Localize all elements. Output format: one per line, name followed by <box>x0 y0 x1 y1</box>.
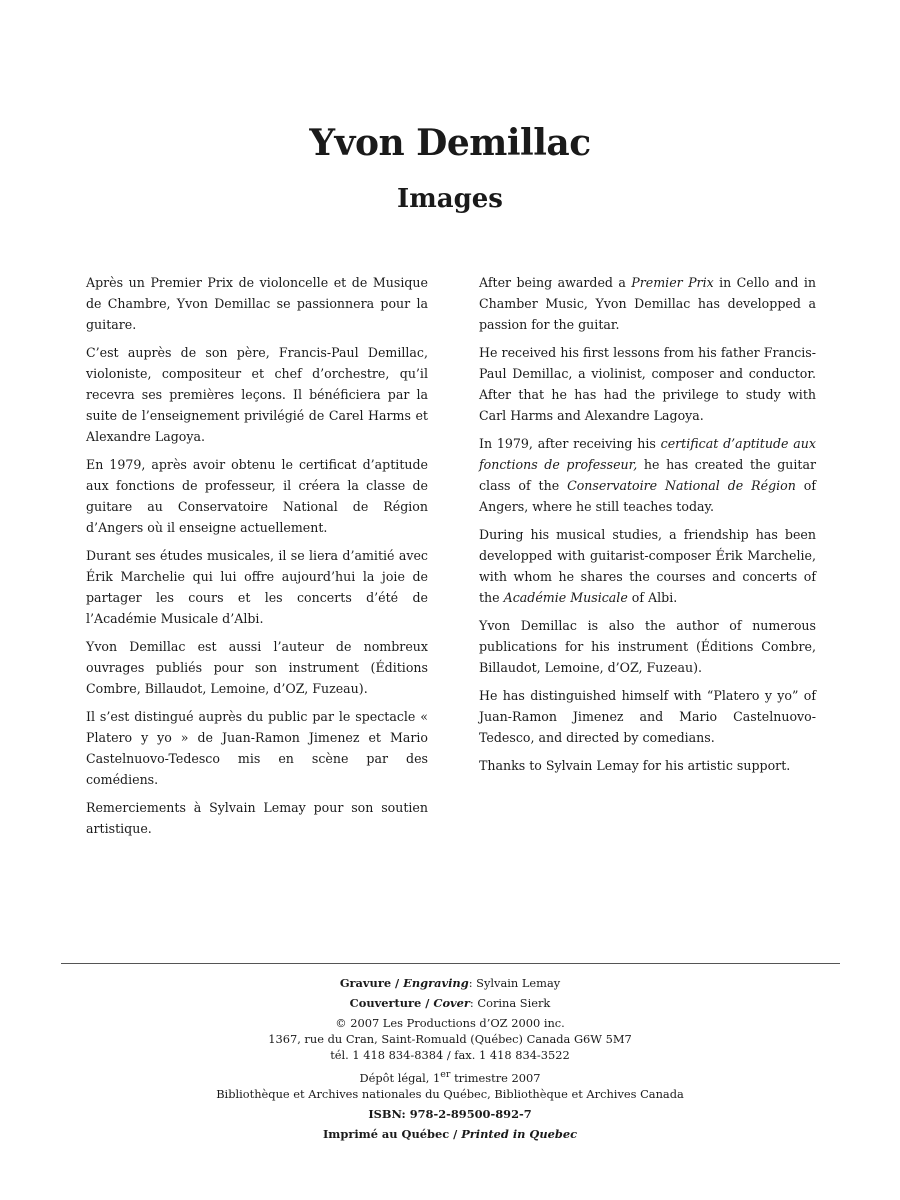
english-paragraph: In 1979, after receiving his certificat d’aptitude aux fonctions de professeur, he has created the guitar class of the Conservatoire National de Région of Angers, where he still teaches today. <box>479 436 816 514</box>
page-title: Yvon Demillac <box>309 122 591 164</box>
isbn-line: ISBN: 978-2-89500-892-7 <box>368 1106 532 1121</box>
english-paragraph: He received his first lessons from his father Francis-Paul Demillac, a violinist, composer and conductor. After that he has had the privilege to study with Carl Harms and Alexandre Lagoya. <box>479 345 816 423</box>
french-paragraph: C’est auprès de son père, Francis-Paul Demillac, violoniste, compositeur et chef d’orchestre, qu’il recevra ses premières leçons. Il bénéficiera par la suite de l’enseignement privilégié de Carel Harms et Alexandre Lagoya. <box>86 345 428 444</box>
footer-divider <box>61 963 840 964</box>
english-paragraph: After being awarded a Premier Prix in Cello and in Chamber Music, Yvon Demillac has developped a passion for the guitar. <box>479 275 816 332</box>
legal-deposit-block <box>0 1067 900 1102</box>
printed-line: Imprimé au Québec / Printed in Quebec <box>322 1126 578 1141</box>
colophon <box>0 975 900 1146</box>
french-paragraph: En 1979, après avoir obtenu le certificat d’aptitude aux fonctions de professeur, il créera la classe de guitare au Conservatoire National de Région d’Angers où il enseigne actuellement. <box>86 457 428 535</box>
english-biography <box>479 272 816 783</box>
english-paragraph: He has distinguished himself with “Platero y yo” of Juan-Ramon Jimenez and Mario Castelnuovo-Tedesco, and directed by comedians. <box>479 688 816 745</box>
english-paragraph: Yvon Demillac is also the author of numerous publications for his instrument (Éditions Combre, Billaudot, Lemoine, d’OZ, Fuzeau). <box>479 618 816 675</box>
engraving-credit: Gravure / Engraving: Sylvain Lemay <box>339 976 561 990</box>
french-paragraph: Après un Premier Prix de violoncelle et de Musique de Chambre, Yvon Demillac se passionnera pour la guitare. <box>86 275 428 332</box>
english-paragraph: Thanks to Sylvain Lemay for his artistic support. <box>479 758 791 773</box>
copyright-line: © 2007 Les Productions d’OZ 2000 inc. <box>335 1016 565 1030</box>
french-paragraph: Remerciements à Sylvain Lemay pour son soutien artistique. <box>86 800 428 836</box>
french-biography <box>86 272 428 846</box>
contact-line: tél. 1 418 834-8384 / fax. 1 418 834-3522 <box>330 1048 570 1062</box>
cover-credit: Couverture / Cover: Corina Sierk <box>349 996 551 1010</box>
library-line: Bibliothèque et Archives nationales du Québec, Bibliothèque et Archives Canada <box>216 1086 684 1101</box>
publisher-block <box>0 1015 900 1063</box>
english-paragraph: During his musical studies, a friendship has been developped with guitarist-composer Érik Marchelie, with whom he shares the courses and concerts of the Académie Musicale of Albi. <box>479 527 816 605</box>
page-subtitle: Images <box>397 184 503 214</box>
french-paragraph: Yvon Demillac est aussi l’auteur de nombreux ouvrages publiés pour son instrument (Éditions Combre, Billaudot, Lemoine, d’OZ, Fuzeau). <box>86 639 428 696</box>
legal-deposit-line: Dépôt légal, 1er trimestre 2007 <box>359 1069 541 1085</box>
address-line: 1367, rue du Cran, Saint-Romuald (Québec) Canada G6W 5M7 <box>268 1032 632 1046</box>
french-paragraph: Il s’est distingué auprès du public par le spectacle « Platero y yo » de Juan-Ramon Jimenez et Mario Castelnuovo-Tedesco mis en scène par des comédiens. <box>86 709 428 787</box>
french-paragraph: Durant ses études musicales, il se liera d’amitié avec Érik Marchelie qui lui offre aujourd’hui la joie de partager les cours et les concerts d’été de l’Académie Musicale d’Albi. <box>86 548 428 626</box>
